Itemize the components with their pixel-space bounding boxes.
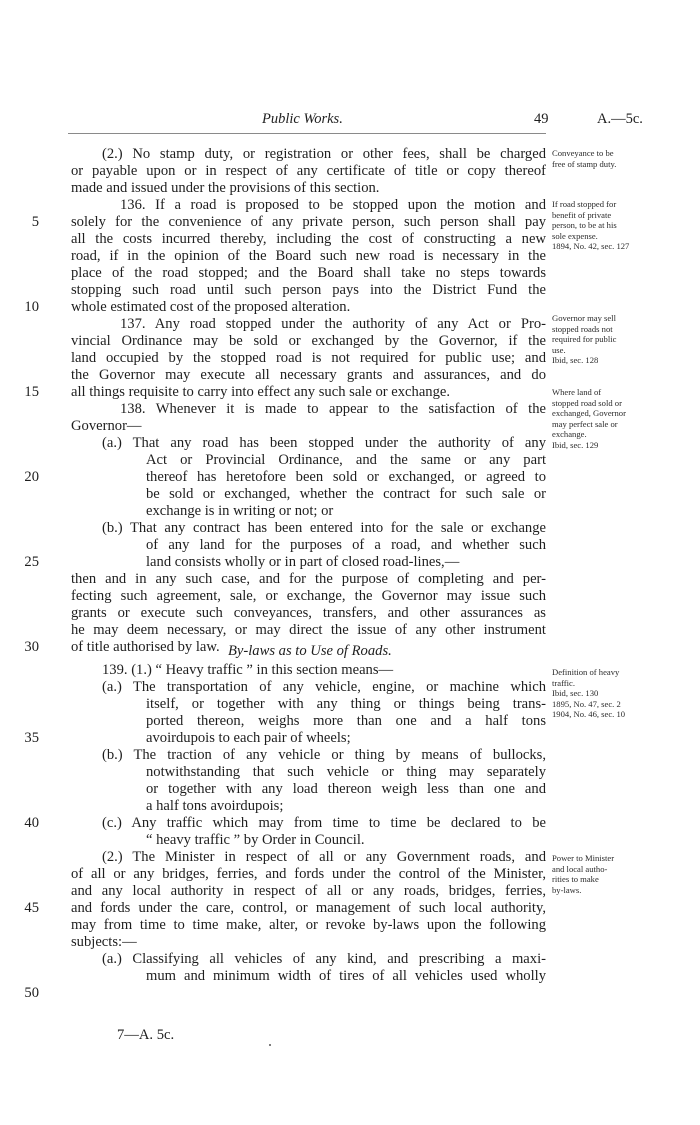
body-line: (a.) That any road has been stopped under the authority of any <box>102 435 546 451</box>
header-rule <box>68 133 546 134</box>
body-line: avoirdupois to each pair of wheels; <box>146 730 351 746</box>
body-line: (2.) The Minister in respect of all or any Government roads, and <box>102 849 546 865</box>
side-note <box>552 387 692 451</box>
line-number: 5 <box>31 214 39 230</box>
footer-mark <box>269 1044 271 1046</box>
page-number: 49 <box>534 111 549 127</box>
body-line: 136. If a road is proposed to be stopped upon the motion and <box>120 197 546 213</box>
section-heading: By-laws as to Use of Roads. <box>228 643 392 659</box>
side-note-line: stopped road sold or <box>552 397 622 408</box>
body-line: (b.) The traction of any vehicle or thing by means of bullocks, <box>102 747 546 763</box>
body-line: he may deem necessary, or may direct the issue of any other instrument <box>71 622 546 638</box>
body-line: road, if in the opinion of the Board such new road is necessary in the <box>71 248 546 264</box>
body-line: Governor— <box>71 418 142 434</box>
line-number: 35 <box>24 730 39 746</box>
body-line: stopping such road until such person pays into the District Fund the <box>71 282 546 298</box>
line-number: 15 <box>24 384 39 400</box>
body-line: 137. Any road stopped under the authority of any Act or Pro- <box>120 316 546 332</box>
line-number: 45 <box>24 900 39 916</box>
body-line: mum and minimum width of tires of all vehicles used wholly <box>146 968 546 984</box>
side-note-line: stopped roads not <box>552 323 613 334</box>
body-line: thereof has heretofore been sold or exchanged, or agreed to <box>146 469 546 485</box>
body-line: land consists wholly or in part of closed road-lines,— <box>146 554 460 570</box>
body-line: (a.) Classifying all vehicles of any kind, and prescribing a maxi- <box>102 951 546 967</box>
body-line: or payable upon or in respect of any certificate of title or copy thereof <box>71 163 546 179</box>
body-line: be sold or exchanged, whether the contract for such sale or <box>146 486 546 502</box>
side-note-line: Power to Minister <box>552 853 615 863</box>
body-line: fecting such agreement, sale, or exchange, the Governor may issue such <box>71 588 546 604</box>
running-header-title: Public Works. <box>262 111 343 127</box>
side-note-line: benefit of private <box>552 209 612 220</box>
document-code: A.—5c. <box>597 111 643 127</box>
side-note-line: Conveyance to be <box>552 148 614 158</box>
body-line: 139. (1.) “ Heavy traffic ” in this section means— <box>102 662 394 678</box>
side-note <box>552 667 692 720</box>
body-line: all things requisite to carry into effect any such sale or exchange. <box>71 384 451 400</box>
side-note-line: free of stamp duty. <box>552 158 617 169</box>
side-note-line: exchange. <box>552 429 587 440</box>
body-line: solely for the convenience of any private person, such person shall pay <box>71 214 546 230</box>
side-note-line: Ibid, sec. 130 <box>552 688 599 699</box>
side-note <box>552 148 692 169</box>
line-number: 30 <box>24 639 39 655</box>
body-line: (2.) No stamp duty, or registration or other fees, shall be charged <box>102 146 546 162</box>
body-line: itself, or together with any thing or things being trans- <box>146 696 546 712</box>
body-line: of any land for the purposes of a road, and whether such <box>146 537 546 553</box>
side-note-line: by-laws. <box>552 884 582 895</box>
side-note-line: person, to be at his <box>552 220 617 231</box>
side-note-line: 1904, No. 46, sec. 10 <box>552 709 626 720</box>
side-note-line: traffic. <box>552 677 575 688</box>
body-line: 138. Whenever it is made to appear to the satisfaction of the <box>120 401 546 417</box>
line-number: 50 <box>24 985 39 1001</box>
side-note-line: use. <box>552 344 566 355</box>
line-number: 40 <box>24 815 39 831</box>
side-note-line: Ibid, sec. 129 <box>552 439 599 450</box>
body-line: all the costs incurred thereby, including the cost of constructing a new <box>71 231 546 247</box>
body-line: of title authorised by law. <box>71 639 220 655</box>
side-note-line: and local autho- <box>552 863 608 874</box>
side-note-line: exchanged, Governor <box>552 408 626 419</box>
footer-signature: 7—A. 5c. <box>117 1027 175 1043</box>
side-note-line: sole expense. <box>552 230 598 241</box>
side-note-line: Ibid, sec. 128 <box>552 355 599 366</box>
body-line: the Governor may execute all necessary grants and assurances, and do <box>71 367 546 383</box>
body-line: land occupied by the stopped road is not required for public use; and <box>71 350 546 366</box>
body-line: a half tons avoirdupois; <box>146 798 284 814</box>
side-note-line: required for public <box>552 334 617 345</box>
line-number: 10 <box>24 299 39 315</box>
side-note-line: Definition of heavy <box>552 667 620 677</box>
side-note <box>552 199 692 252</box>
side-note-line: Governor may sell <box>552 313 616 323</box>
body-line: vincial Ordinance may be sold or exchanged by the Governor, if the <box>71 333 546 349</box>
side-note <box>552 313 692 366</box>
body-line: Act or Provincial Ordinance, and the same or any part <box>146 452 546 468</box>
body-line: of all or any bridges, ferries, and fords under the control of the Minister, <box>71 866 546 882</box>
body-line: may from time to time make, alter, or revoke by-laws upon the following <box>71 917 546 933</box>
body-line: place of the road stopped; and the Board shall take no steps towards <box>71 265 546 281</box>
side-note <box>552 853 692 895</box>
line-number: 20 <box>24 469 39 485</box>
body-line: subjects:— <box>71 934 137 950</box>
side-note-line: 1895, No. 47, sec. 2 <box>552 698 621 709</box>
body-line: (a.) The transportation of any vehicle, engine, or machine which <box>102 679 546 695</box>
body-line: and any local authority in respect of all or any roads, bridges, ferries, <box>71 883 546 899</box>
body-line: made and issued under the provisions of this section. <box>71 180 380 196</box>
body-line: or together with any load thereon weigh less than one and <box>146 781 546 797</box>
side-note-line: rities to make <box>552 874 599 885</box>
body-line: (c.) Any traffic which may from time to time be declared to be <box>102 815 546 831</box>
side-note-line: may perfect sale or <box>552 418 618 429</box>
body-line: “ heavy traffic ” by Order in Council. <box>146 832 365 848</box>
side-note-line: 1894, No. 42, sec. 127 <box>552 241 630 252</box>
body-line: exchange is in writing or not; or <box>146 503 334 519</box>
line-number: 25 <box>24 554 39 570</box>
body-line: and fords under the care, control, or management of such local authority, <box>71 900 546 916</box>
body-line: grants or execute such conveyances, transfers, and other assurances as <box>71 605 546 621</box>
body-line: notwithstanding that such vehicle or thing may separately <box>146 764 546 780</box>
side-note-line: If road stopped for <box>552 199 617 209</box>
body-line: ported thereon, weighs more than one and a half tons <box>146 713 546 729</box>
side-note-line: Where land of <box>552 387 602 397</box>
body-line: whole estimated cost of the proposed alteration. <box>71 299 351 315</box>
body-line: (b.) That any contract has been entered into for the sale or exchange <box>102 520 546 536</box>
body-line: then and in any such case, and for the purpose of completing and per- <box>71 571 546 587</box>
